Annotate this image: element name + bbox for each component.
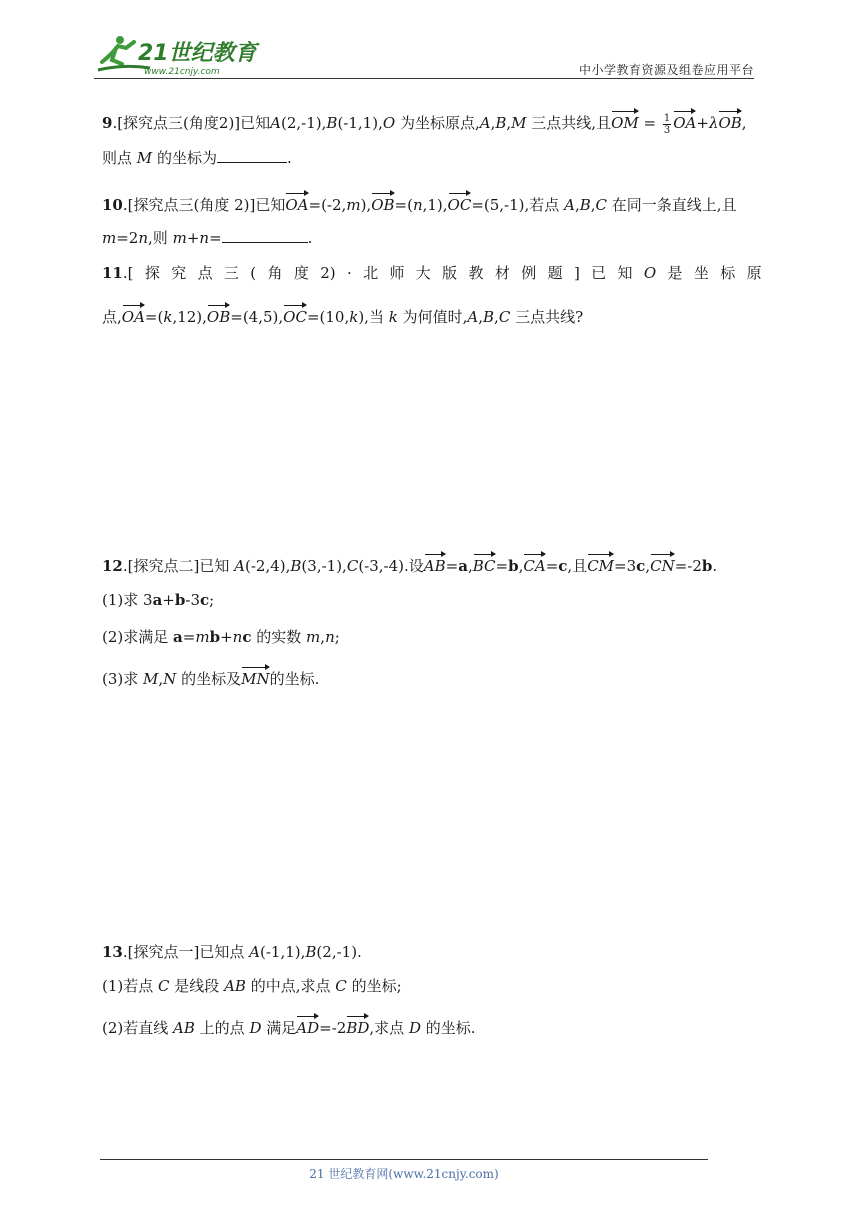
question-13-part-1: (1)若点 C 是线段 AB 的中点,求点 C 的坐标; [102, 977, 402, 995]
header-platform-text: 中小学教育资源及组卷应用平台 [578, 63, 754, 77]
question-number: 12 [102, 557, 123, 575]
question-12-line-1: 12.[探究点二]已知 A(-2,4),B(3,-1),C(-3,-4).设AB=a,BC=b,CA=c,且CM=3c,CN=-2b. [102, 551, 717, 577]
question-11-line-2: 点,OA=(k,12),OB=(4,5),OC=(10,k),当 k 为何值时,A,B,C 三点共线? [102, 302, 583, 328]
question-number: 13 [102, 943, 123, 961]
question-13-line-1: 13.[探究点一]已知点 A(-1,1),B(2,-1). [102, 943, 362, 961]
question-9-line-2: 则点 M 的坐标为 . [102, 149, 292, 167]
site-logo [94, 30, 260, 80]
answer-blank[interactable] [217, 148, 287, 163]
answer-blank[interactable] [222, 228, 308, 243]
footer-link[interactable]: 21 世纪教育网(www.21cnjy.com) [309, 1167, 499, 1181]
header-divider [94, 78, 754, 79]
question-number: 11 [102, 264, 123, 282]
question-12-part-2: (2)求满足 a=mb+nc 的实数 m,n; [102, 628, 340, 646]
question-13-part-2: (2)若直线 AB 上的点 D 满足AD=-2BD,求点 D 的坐标. [102, 1013, 476, 1039]
logo-url: www.21cnjy.com [144, 67, 220, 77]
logo-text: 21世纪教育 [138, 41, 257, 66]
question-10-line-2: m=2n,则 m+n= . [102, 229, 313, 247]
footer-divider [100, 1159, 708, 1160]
question-10-line-1: 10.[探究点三(角度 2)]已知OA=(-2,m),OB=(n,1),OC=(5,-1),若点 A,B,C 在同一条直线上,且 [102, 190, 737, 216]
question-12-part-1: (1)求 3a+b-3c; [102, 591, 215, 609]
question-number: 9 [102, 114, 113, 132]
question-9-line-1: 9.[探究点三(角度2)]已知A(2,-1),B(-1,1),O 为坐标原点,A,B,M 三点共线,且OM = $\frac{1}{3}$ OA+λOB, [102, 108, 747, 136]
question-number: 10 [102, 196, 123, 214]
question-12-part-3: (3)求 M,N 的坐标及MN的坐标. [102, 664, 319, 690]
question-11-line-1: 11.[ 探 究 点 三 ( 角 度 2) · 北 师 大 版 教 材 例 题 ] 已 知 O 是 坐 标 原 [102, 264, 762, 282]
